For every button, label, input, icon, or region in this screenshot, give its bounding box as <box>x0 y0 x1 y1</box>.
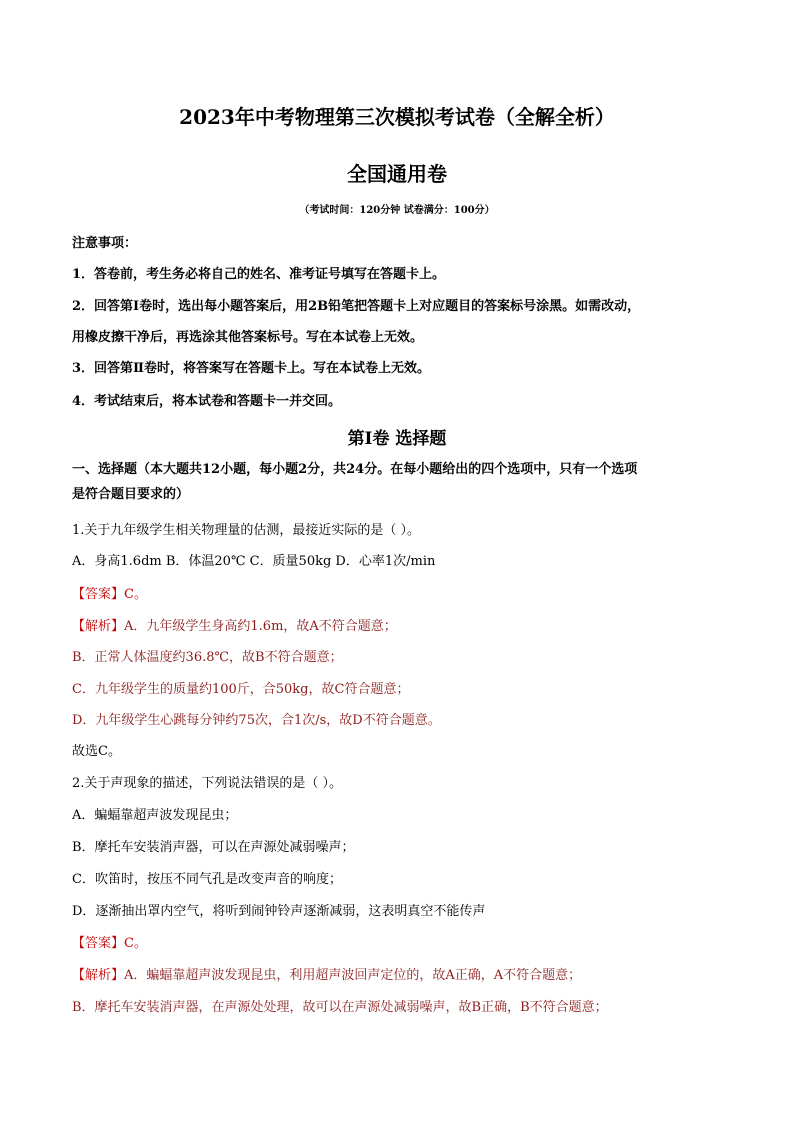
answer-tag: 【答案】 <box>72 936 125 951</box>
q2-answer <box>72 935 147 953</box>
answer-value: C。 <box>124 587 147 602</box>
notice-heading: 注意事项： <box>72 236 138 251</box>
notice-item-1: 1．答卷前，考生务必将自己的姓名、准考证号填写在答题卡上。 <box>72 267 446 282</box>
q2-option-d: D．逐渐抽出罩内空气，将听到闹钟铃声逐渐减弱，这表明真空不能传声 <box>72 904 486 919</box>
q1-stem: 1.关于九年级学生相关物理量的估测，最接近实际的是（ ）。 <box>72 523 421 538</box>
analysis-text: A．蝙蝠靠超声波发现昆虫，利用超声波回声定位的，故A正确，A不符合题意； <box>124 968 582 983</box>
analysis-tag: 【解析】 <box>72 968 125 983</box>
q2-analysis-1 <box>72 967 581 985</box>
section-intro-line-2: 是符合题目要求的） <box>72 487 190 502</box>
document-title: 2023年中考物理第三次模拟考试卷（全解全析） <box>179 105 615 129</box>
section-intro-line-1: 一、选择题（本大题共12小题，每小题2分，共24分。在每小题给出的四个选项中，只有一个选项 <box>72 462 638 477</box>
q1-analysis-2: B．正常人体温度约36.8℃，故B不符合题意； <box>72 650 343 665</box>
analysis-text: A．九年级学生身高约1.6m，故A不符合题意； <box>124 619 397 634</box>
q1-analysis-1 <box>72 618 397 636</box>
q2-option-b: B．摩托车安装消声器，可以在声源处减弱噪声； <box>72 840 355 855</box>
notice-item-3: 3．回答第Ⅱ卷时，将答案写在答题卡上。写在本试卷上无效。 <box>72 361 431 376</box>
answer-tag: 【答案】 <box>72 587 125 602</box>
exam-info: （考试时间：120分钟 试卷满分：100分） <box>299 205 495 216</box>
notice-item-4: 4．考试结束后，将本试卷和答题卡一并交回。 <box>72 394 342 409</box>
q1-conclusion: 故选C。 <box>72 744 121 759</box>
analysis-tag: 【解析】 <box>72 619 125 634</box>
document-subtitle: 全国通用卷 <box>347 162 447 186</box>
q2-analysis-2: B．摩托车安装消声器，在声源处处理，故可以在声源处减弱噪声，故B正确，B不符合题意； <box>72 1000 608 1015</box>
section-title: 第Ⅰ卷 选择题 <box>347 429 447 449</box>
q2-option-c: C．吹笛时，按压不同气孔是改变声音的响度； <box>72 872 342 887</box>
q1-answer <box>72 586 147 604</box>
q2-option-a: A．蝙蝠靠超声波发现昆虫； <box>72 808 238 823</box>
q1-options: A．身高1.6dm B．体温20℃ C．质量50kg D．心率1次/min <box>72 554 436 569</box>
q1-analysis-3: C．九年级学生的质量约100斤，合50kg，故C符合题意； <box>72 682 410 697</box>
q2-stem: 2.关于声现象的描述，下列说法错误的是（ ）。 <box>72 776 343 791</box>
answer-value: C。 <box>124 936 147 951</box>
notice-item-2: 2．回答第Ⅰ卷时，选出每小题答案后，用2B铅笔把答题卡上对应题目的答案标号涂黑。如需改动， <box>72 299 641 314</box>
notice-item-2-cont: 用橡皮擦干净后，再选涂其他答案标号。写在本试卷上无效。 <box>72 330 424 345</box>
q1-analysis-4: D．九年级学生心跳每分钟约75次，合1次/s，故D不符合题意。 <box>72 713 441 728</box>
